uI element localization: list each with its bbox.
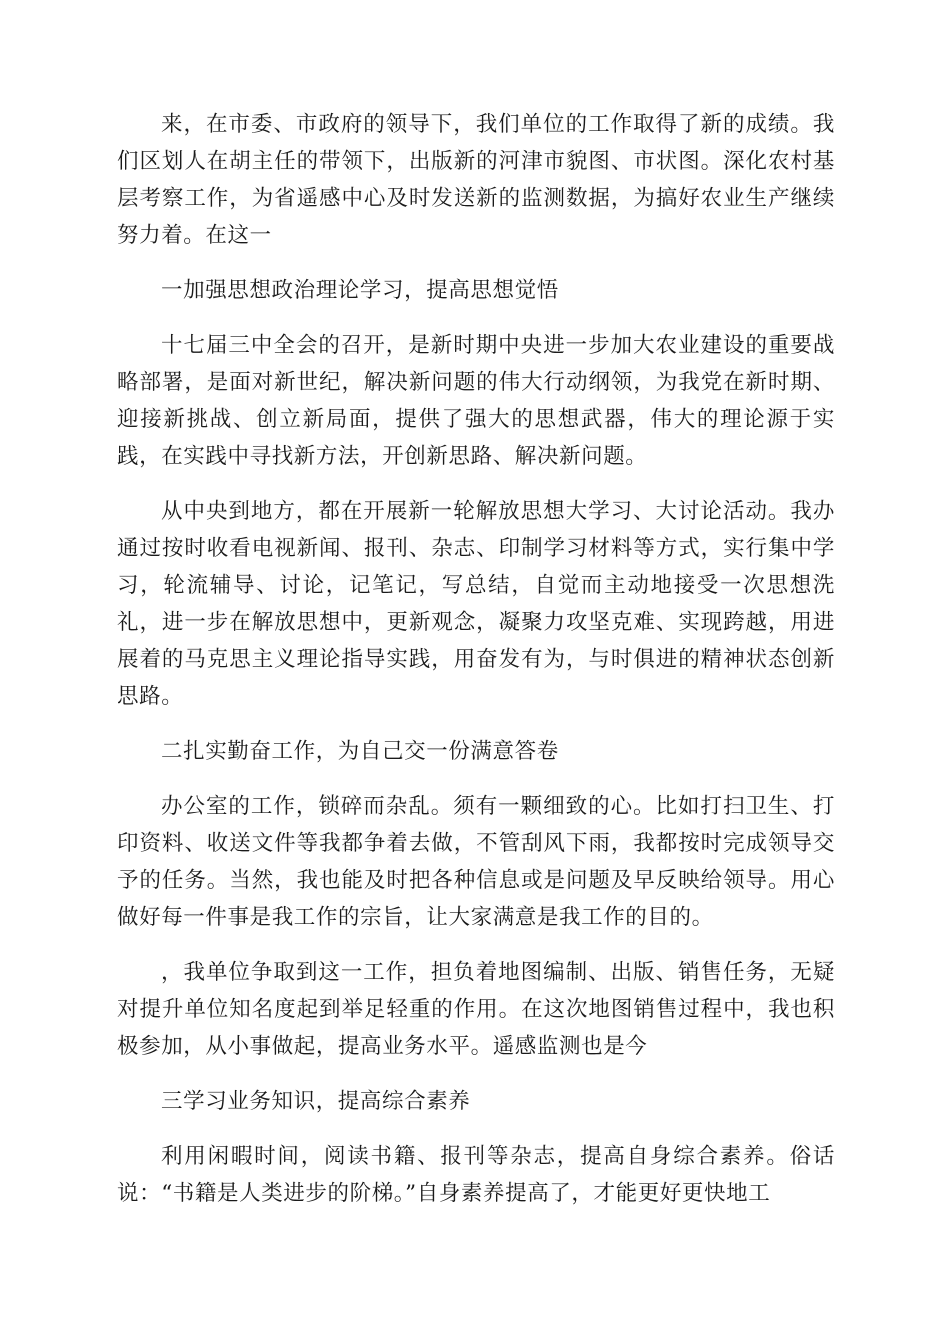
- paragraph: 从中央到地方，都在开展新一轮解放思想大学习、大讨论活动。我办通过按时收看电视新闻、报刊、杂志、印制学习材料等方式，实行集中学习，轮流辅导、讨论，记笔记，写总结，自觉而主动地接受一次思想洗礼，进一步在解放思想中，更新观念，凝聚力攻坚克难、实现跨越，用进展着的马克思主义理论指导实践，用奋发有为，与时俱进的精神状态创新思路。: [117, 499, 835, 709]
- paragraph-intro: 来，在市委、市政府的领导下，我们单位的工作取得了新的成绩。我们区划人在胡主任的带领下，出版新的河津市貌图、市状图。深化农村基层考察工作，为省遥感中心及时发送新的监测数据，为搞好农业生产继续努力着。在这一: [117, 112, 835, 248]
- section-heading-1: 一加强思想政治理论学习，提高思想觉悟: [161, 278, 559, 303]
- paragraph: 办公室的工作，锁碎而杂乱。须有一颗细致的心。比如打扫卫生、打印资料、收送文件等我都争着去做，不管刮风下雨，我都按时完成领导交予的任务。当然，我也能及时把各种信息或是问题及早反映给领导。用心做好每一件事是我工作的宗旨，让大家满意是我工作的目的。: [117, 794, 835, 930]
- paragraph: ，我单位争取到这一工作，担负着地图编制、出版、销售任务，无疑对提升单位知名度起到举足轻重的作用。在这次地图销售过程中，我也积极参加，从小事做起，提高业务水平。遥感监测也是今: [117, 960, 835, 1059]
- section-heading-2: 二扎实勤奋工作，为自己交一份满意答卷: [161, 739, 559, 764]
- paragraph: 十七届三中全会的召开，是新时期中央进一步加大农业建设的重要战略部署，是面对新世纪，解决新问题的伟大行动纲领，为我党在新时期、迎接新挑战、创立新局面，提供了强大的思想武器，伟大的理论源于实践，在实践中寻找新方法，开创新思路、解决新问题。: [117, 333, 835, 469]
- paragraph: 利用闲暇时间，阅读书籍、报刊等杂志，提高自身综合素养。俗话说：“书籍是人类进步的阶梯。”自身素养提高了，才能更好更快地工: [117, 1144, 835, 1206]
- document-page: [117, 106, 835, 1230]
- section-heading-3: 三学习业务知识，提高综合素养: [161, 1089, 471, 1114]
